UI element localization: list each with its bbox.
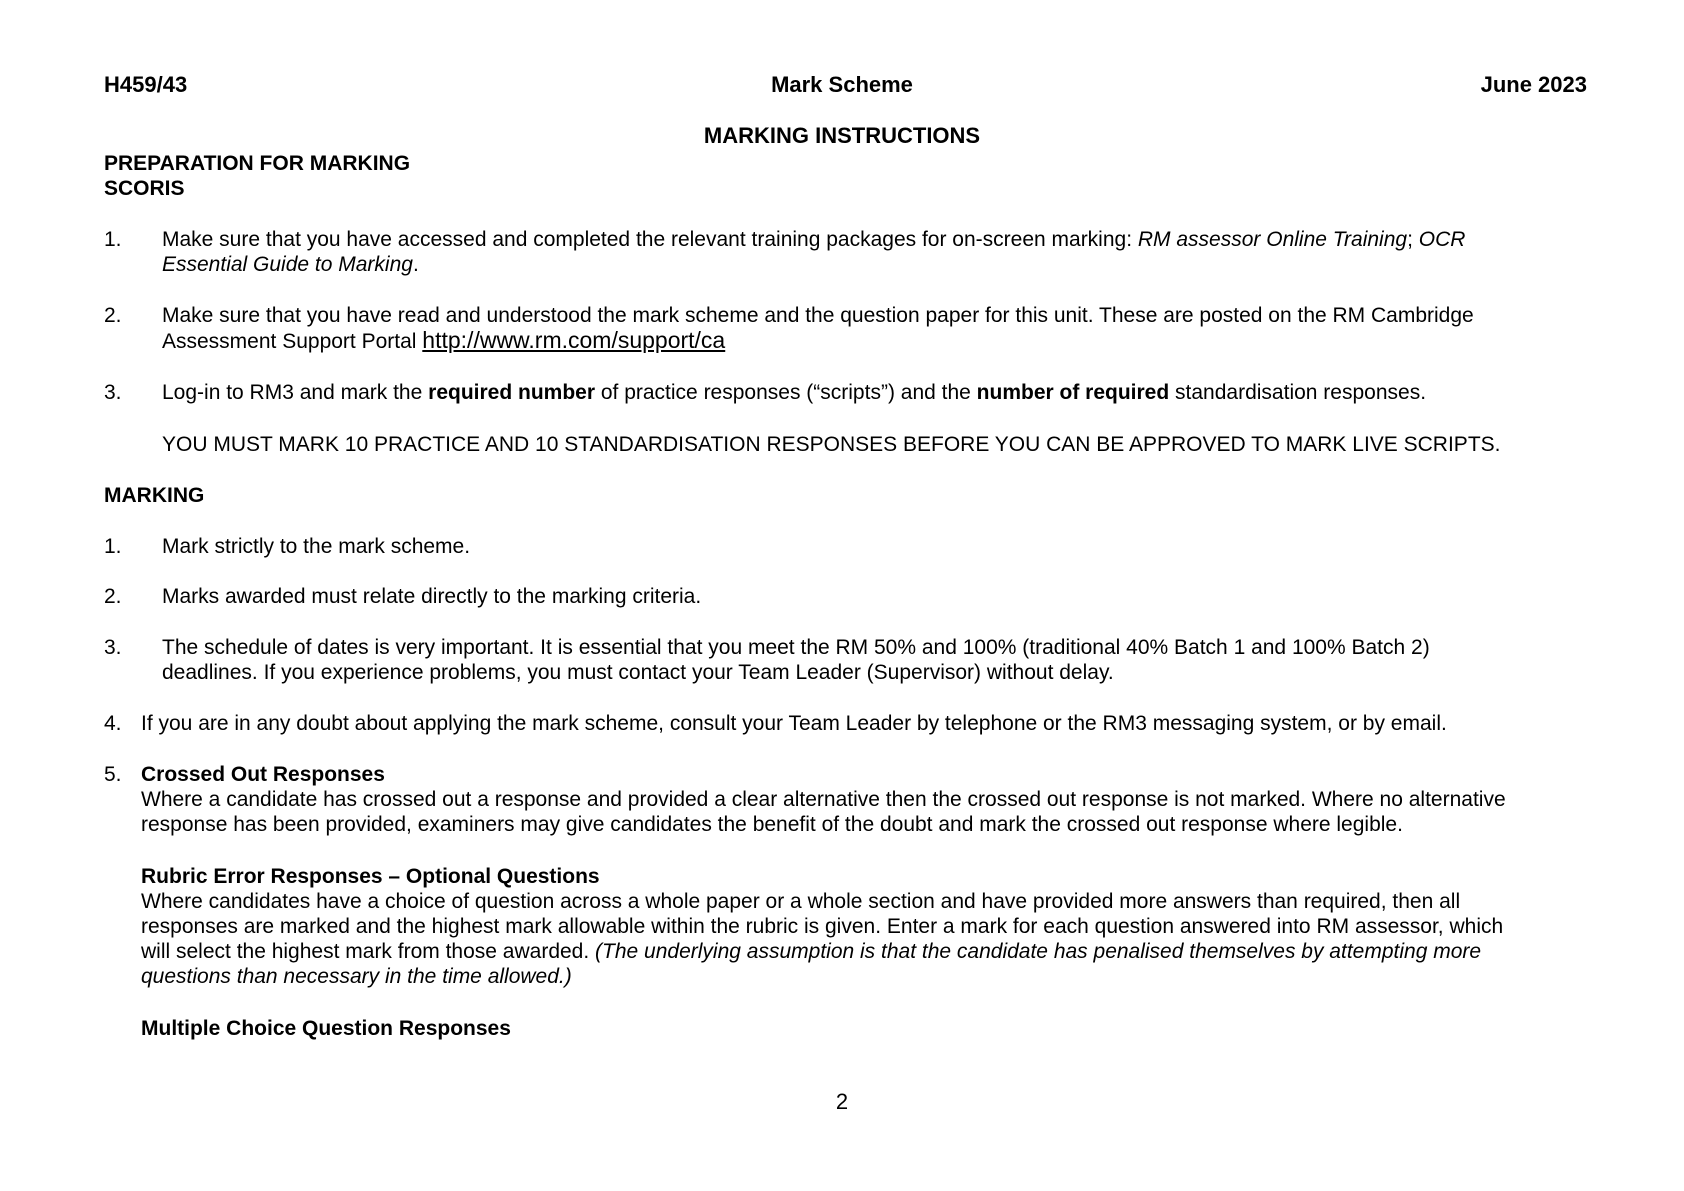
text-run: ; [1407, 228, 1419, 251]
item-number: 1. [104, 228, 122, 251]
text-run: of practice responses (“scripts”) and the [595, 381, 977, 404]
text-run: Assessment Support Portal [162, 330, 423, 353]
item-line-2 [162, 252, 1612, 277]
rubric-line-2: responses are marked and the highest mark allowable within the rubric is given. Enter a mark for each question answered into RM assessor, which [141, 915, 1504, 938]
text-run: . [412, 253, 419, 276]
mcq-heading: Multiple Choice Question Responses [141, 1017, 511, 1040]
text-run: will select the highest mark from those awarded. [141, 940, 596, 963]
italic-run: OCR [1418, 228, 1466, 251]
preparation-heading: PREPARATION FOR MARKING [104, 152, 411, 175]
page-title: MARKING INSTRUCTIONS [703, 123, 981, 148]
item-number: 2. [104, 585, 122, 608]
item-line-1: Where a candidate has crossed out a response and provided a clear alternative then the crossed out response is not marked. Where no alternative [141, 788, 1506, 811]
text-run: Make sure that you have accessed and completed the relevant training packages for on-screen marking: [162, 228, 1138, 251]
italic-run: (The underlying assumption is that the candidate has penalised themselves by attempting more [595, 940, 1482, 963]
item-text [162, 635, 1612, 685]
italic-run: RM assessor Online Training [1137, 228, 1408, 251]
item-text [141, 762, 1591, 837]
item-number: 5. [104, 763, 122, 786]
page-number: 2 [835, 1089, 849, 1114]
item-text: Marks awarded must relate directly to the marking criteria. [162, 585, 702, 608]
paper-code: H459/43 [104, 72, 188, 97]
item-line-1 [162, 227, 1612, 252]
item-line-1: Make sure that you have read and understood the mark scheme and the question paper for this unit. These are posted on the RM Cambridge [162, 304, 1474, 327]
italic-run: questions than necessary in the time allowed.) [141, 965, 572, 988]
rubric-line-3 [141, 939, 1591, 964]
item-line-2: response has been provided, examiners may give candidates the benefit of the doubt and mark the crossed out response where legible. [141, 813, 1403, 836]
item-number: 4. [104, 712, 122, 735]
rubric-section [141, 864, 1591, 989]
item-text [162, 227, 1612, 277]
bold-run: required number [428, 381, 596, 404]
item-text: Mark strictly to the mark scheme. [162, 535, 471, 558]
rubric-line-4 [141, 964, 1591, 989]
scoris-subheading: SCORIS [104, 177, 185, 200]
marking-heading: MARKING [104, 484, 205, 507]
bold-run: number of required [976, 381, 1170, 404]
rubric-heading: Rubric Error Responses – Optional Questions [141, 865, 600, 888]
item-text [162, 380, 1642, 405]
italic-run: Essential Guide to Marking [162, 253, 413, 276]
item-text [162, 303, 1612, 354]
header-title: Mark Scheme [771, 72, 913, 97]
item-number: 2. [104, 304, 122, 327]
approval-note: YOU MUST MARK 10 PRACTICE AND 10 STANDARDISATION RESPONSES BEFORE YOU CAN BE APPROVED TO MARK LIVE SCRIPTS. [162, 433, 1501, 456]
text-run: Log-in to RM3 and mark the [162, 381, 429, 404]
rubric-line-1: Where candidates have a choice of question across a whole paper or a whole section and have provided more answers than required, then all [141, 890, 1461, 913]
item-text: If you are in any doubt about applying the mark scheme, consult your Team Leader by telephone or the RM3 messaging system, or by email. [141, 712, 1447, 735]
text-run: standardisation responses. [1169, 381, 1427, 404]
item-number: 1. [104, 535, 122, 558]
support-portal-link[interactable]: http://www.rm.com/support/ca [422, 327, 726, 353]
item-line-1: The schedule of dates is very important. It is essential that you meet the RM 50% and 100% (traditional 40% Batch 1 and 100% Batch 2) [162, 636, 1430, 659]
item-number: 3. [104, 636, 122, 659]
item-line-2: deadlines. If you experience problems, you must contact your Team Leader (Supervisor) without delay. [162, 661, 1114, 684]
item-number: 3. [104, 381, 122, 404]
crossed-out-heading: Crossed Out Responses [141, 763, 385, 786]
header-date: June 2023 [1480, 72, 1587, 97]
item-line-2 [162, 328, 1612, 354]
